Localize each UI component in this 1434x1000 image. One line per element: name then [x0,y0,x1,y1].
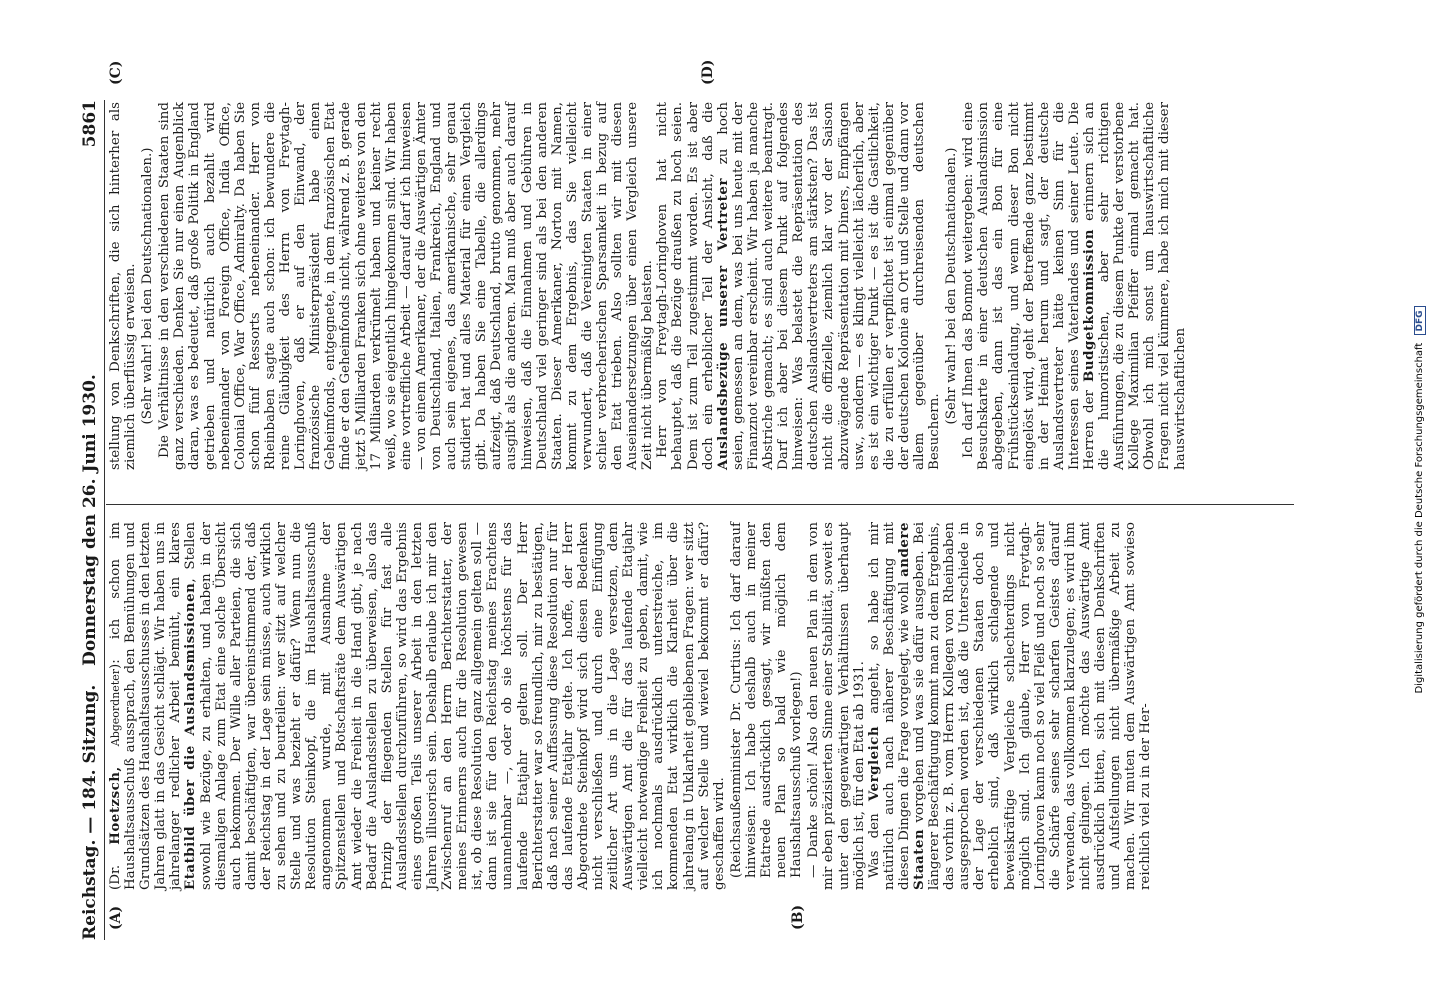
emphasis: Budgetkommission [1081,228,1097,382]
paragraph-text: Herr von Freytagh-Loringhoven hat nicht behauptet, daß die Bezüge draußen zu hoch seien. Dem ist zum Teil zugestimmt worden. Es ist aber doch ein erheblicher Teil der Ansicht, daß die [655,102,716,470]
paragraph-text: Ich darf Ihnen das Bonmot weitergeben: wird eine Besuchskarte in einer deutschen Auslandsmission abgegeben, dann ist das ein Bon für eine Frühstückseinladung, und wenn dieser Bon nicht eingelöst wird, geht der Betreffende ganz bestimmt in der Heimat herum und sagt, der deutsche Auslandsvertreter hätte keinen Sinn für die Interessen seines Vaterlandes und seiner Leute. Die Herren der [961,102,1097,470]
left-column [108,522,1153,890]
speaker-suffix: ): [108,659,123,669]
margin-marker-a: (A) [108,905,124,930]
emphasis: Vergleich [865,725,882,802]
paragraph-text: ich schon im Haushaltsausschuß aussprach, den Bemühungen und Grundsätzen des Haushaltsausschusses in den letzten Jahren glatt in das Gesicht schlägt. Wir haben uns in jahrelanger redlicher Arbeit bemüht, ein klares [108,522,184,890]
header-rule [104,100,105,940]
speaker-name: Hoetzsch, [107,766,123,845]
paragraph [867,522,1154,890]
paragraph [655,102,942,470]
dfg-logo: DFG [1414,306,1426,335]
paragraph: — Danke schön! Also den neuen Plan in dem von mir eben präzisierten Sinne einer Stabilität, soweit es unter den gegenwärtigen Verhältnissen überhaupt möglich ist, für den Etat ab 1931. [806,522,867,890]
header-date: Donnerstag den 26. Juni 1930. [80,374,100,666]
paragraph-text: angeht, so habe ich mir natürlich auch nach näherer Beschäftigung mit diesen Dingen die Frage vorgelegt, wie wohl [866,521,912,890]
interjection: (Sehr wahr! bei den Deutschnationalen.) [944,147,960,425]
speaker-role: Abgeordneter [109,668,122,747]
footer-text: Digitalisierung gefördert durch die Deutsche Forschungsgemeinschaft [1414,342,1425,694]
paragraph-text: , Stellen sowohl wie Bezüge, zu erhalten, und haben in der diesmaligen Anlage zum Etat eine solche Übersicht auch bekommen. Der Wille aller Parteien, die sich damit beschäftigten, war übereinstimmend der, daß der Reichstag in der Lage sein müsse, auch wirklich zu sehen und zu beurteilen: wer sitzt auf welcher Stelle und was bezieht er dafür? Wenn nun die Resolution Steinkopf, die im Haushaltsausschuß angenommen wurde, mit Ausnahme der Spitzenstellen und Botschaftsräte dem Auswärtigen Amt wieder die Freiheit in die Hand gibt, je nach Bedarf die Auslandsstellen zu überweisen, also das Prinzip der fliegenden Stellen für fast alle Auslandsstellen durchzuführen, so wird das Ergebnis eines großen Teils unserer Arbeit in den letzten Jahren illusorisch sein. Deshalb erlaube ich mir den Zwischenruf an den Herrn Berichterstatter, der meines Erinnerns auch für die Resolution gewesen ist, ob diese Resolution ganz allgemein gelten soll — dann ist sie für den Reichstag meines Erachtens unannehmbar —, oder ob sie höchstens für das laufende Etatjahr gelten soll. Der Herr Berichterstatter war so freundlich, mir zu bestätigen, daß nach seiner Auffassung diese Resolution nur für das laufende Etatjahr gelte. Ich hoffe, der Herr Abgeordnete Steinkopf wird sich diesen Bedenken nicht verschließen und durch eine Einfügung zeitlicher Art uns in die Lage versetzen, dem Auswärtigen Amt die für das laufende Etatjahr vielleicht notwendige Freiheit zu geben, damit, wie ich nochmals ausdrücklich unterstreiche, im kommenden Etat wirklich die Klarheit über die jahrelang in Unklarheit gebliebenen Fragen: wer sitzt auf welcher Stelle und wieviel bekommt er dafür? geschaffen wird. [183,522,727,890]
paragraph [961,102,1187,470]
right-column [108,102,1188,470]
speaker-prefix: (Dr. [108,864,123,890]
margin-marker-c: (C) [108,60,124,85]
margin-marker-b: (B) [790,904,806,930]
emphasis: Etatbild über die Auslandsmissionen [182,582,199,890]
emphasis: Auslandsbezüge unserer Vertreter [714,178,731,470]
paragraph-text: Was den [866,813,882,878]
paragraph-text: vorgehen und was sie dafür ausgeben. Bei längerer Beschäftigung kommt man zu dem Ergebnis, das vorhin z. B. vom Herrn Kollegen von Rheinbaben ausgesprochen worden ist, daß die Unterschiede in der Lage der verschiedenen Staaten doch so erheblich sind, daß wirklich schlagende und beweiskräftige Vergleiche schlechterdings nicht möglich sind. Ich glaube, Herr von Freytagh-Loringhoven kann noch so viel Fleiß und noch so sehr die Schärfe seines sehr scharfen Geistes darauf verwenden, das vollkommen klarzulegen; es wird ihm nicht gelingen. Ich möchte das Auswärtige Amt ausdrücklich bitten, sich mit diesen Denkschriften und Aufstellungen nicht übermäßige Arbeit zu machen. Wir muten dem Auswärtigen Amt sowieso reichlich viel zu in der Her- [911,521,1154,890]
paragraph: stellung von Denkschriften, die sich hinterher als ziemlich überflüssig erweisen. [108,102,139,470]
page-footer [1414,0,1426,1000]
page-header [80,100,102,940]
page-number: 5861 [80,100,100,148]
paragraph-text: zu hoch seien, gemessen an dem, was bei uns heute mit der Finanznot vereinbar erscheint. Wir haben ja manche Abstriche gemacht; es sind auch weitere beantragt. Darf ich aber bei diesem Punkt auf folgendes hinweisen: Was belastet die Repräsentation des deutschen Auslandsvertreters am stärksten? Das ist nicht die offizielle, ziemlich klar vor der Saison abzuwägende Repräsentation mit Diners, Empfängen usw., sondern — es klingt vielleicht lächerlich, aber es ist ein wichtiger Punkt — es ist die Gastlichkeit, die zu erfüllen er verpflichtet ist einmal gegenüber der deutschen Kolonie an Ort und Stelle und dann vor allem gegenüber durchreisenden deutschen Besuchern. [715,102,943,470]
paragraph: Die Verhältnisse in den verschiedenen Staaten sind ganz verschieden. Denken Sie nur einen Augenblick daran, was es bedeutet, daß große Politik in England getrieben und natürlich auch bezahlt wird nebeneinander von Foreign Office, India Office, Colonial Office, War Office, Admiralty. Da haben Sie schon fünf Ressorts nebeneinander. Herr von Rheinbaben sagte auch schon: ich bewundere die reine Gläubigkeit des Herrn von Freytagh-Loringhoven, daß er auf den Einwand, der französische Ministerpräsident habe einen Geheimfonds, entgegnete, in dem französischen Etat finde er den Geheimfonds nicht, während z. B. gerade jetzt 5 Milliarden Franken sich ohne weiteres von den 17 Milliarden verkrümelt haben und keiner recht weiß, wo sie eigentlich hingekommen sind. Wir haben eine vortreffliche Arbeit — darauf darf ich hinweisen — von einem Amerikaner, der die Auswärtigen Ämter von Deutschland, Italien, Frankreich, England und auch sein eigenes, das amerikanische, sehr genau studiert hat und alles Material für einen Vergleich gibt. Da haben Sie eine Tabelle, die allerdings aufzeigt, daß Deutschland, brutto genommen, mehr ausgibt als die anderen. Man muß aber auch darauf hinweisen, daß die Einnahmen und Gebühren in Deutschland viel geringer sind als bei den anderen Staaten. Dieser Amerikaner, Norton mit Namen, kommt zu dem Ergebnis, das Sie vielleicht verwundert, daß die Vereinigten Staaten in einer schier verbrecherischen Sparsamkeit in bezug auf den Etat trieben. Also sollten wir mit diesen Auseinandersetzungen über einen Vergleich unsere Zeit nicht übermäßig belasten. [157,102,656,470]
column-rule [106,504,1294,505]
emphasis: andere Staaten [895,522,927,890]
interjection: (Reichsaußenminister Dr. Curtius: Ich darf darauf hinweisen: Ich habe deshalb auch in meiner Etatrede ausdrücklich gesagt, wir müßten den neuen Plan so bald wie möglich dem Haushaltsausschuß vorlegen!) [728,522,805,878]
paragraph [108,522,727,890]
interjection: (Sehr wahr! bei den Deutschnationalen.) [140,147,156,425]
header-left: Reichstag. — 184. Sitzung. [80,684,100,940]
margin-marker-d: (D) [700,59,716,85]
paragraph-text: erinnern sich an die humoristischen, aber sehr richtigen Ausführungen, die zu diesem Punkte der verstorbene Kollege Maximilian Pfeiffer einmal gemacht hat. Obwohl ich mich sonst um hauswirtschaftliche Fragen nicht viel kümmere, habe ich mich mit dieser hauswirtschaftlichen [1082,101,1188,470]
